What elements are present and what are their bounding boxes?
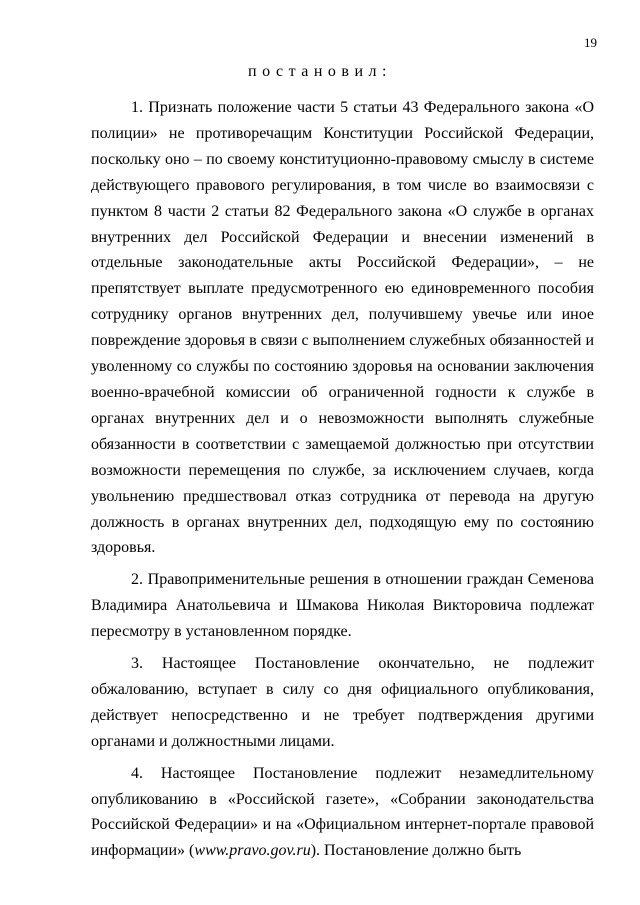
paragraph-4 [91,761,594,865]
paragraph-2: 2. Правоприменительные решения в отношении граждан Семенова Владимира Анатольевича и Шмакова Николая Викторовича подлежат пересмотру в установленном порядке. [91,571,594,641]
paragraph-4-tail: ). Постановление должно быть [310,842,522,860]
document-body [91,95,594,864]
paragraph-3: 3. Настоящее Постановление окончательно, не подлежит обжалованию, вступает в силу со дня официального опубликования, действует непосредственно и не требует подтверждения другими органами и должностными лицами. [91,655,594,750]
paragraph-1: 1. Признать положение части 5 статьи 43 Федерального закона «О полиции» не противоречащим Конституции Российской Федерации, поскольку оно – по своему конституционно-правовому смыслу в системе действующего правового регулирования, в том числе во взаимосвязи с пунктом 8 части 2 статьи 82 Федерального закона «О службе в органах внутренних дел Российской Федерации и внесении изменений в отдельные законодательные акты Российской Федерации», – не препятствует выплате предусмотренного ею единовременного пособия сотруднику органов внутренних дел, получившему увечье или иное повреждение здоровья в связи с выполнением служебных обязанностей и уволенному со службы по состоянию здоровья на основании заключения военно-врачебной комиссии об ограниченной годности к службе в органах внутренних дел и о невозможности выполнять служебные обязанности в соответствии с замещаемой должностью при отсутствии возможности перемещения по службе, за исключением случаев, когда увольнению предшествовал отказ сотрудника от перевода на другую должность в органах внутренних дел, подходящую ему по состоянию здоровья. [91,99,594,557]
page-number: 19 [584,35,597,50]
portal-url: www.pravo.gov.ru [194,842,311,860]
resolution-heading: постановил: [248,63,392,80]
paragraph-4-text: 4. Настоящее Постановление подлежит незамедлительному опубликованию в «Российской газете», «Собрании законодательства Российской Федерации» и на «Официальном интернет-портале правовой информации» ( [91,764,594,860]
